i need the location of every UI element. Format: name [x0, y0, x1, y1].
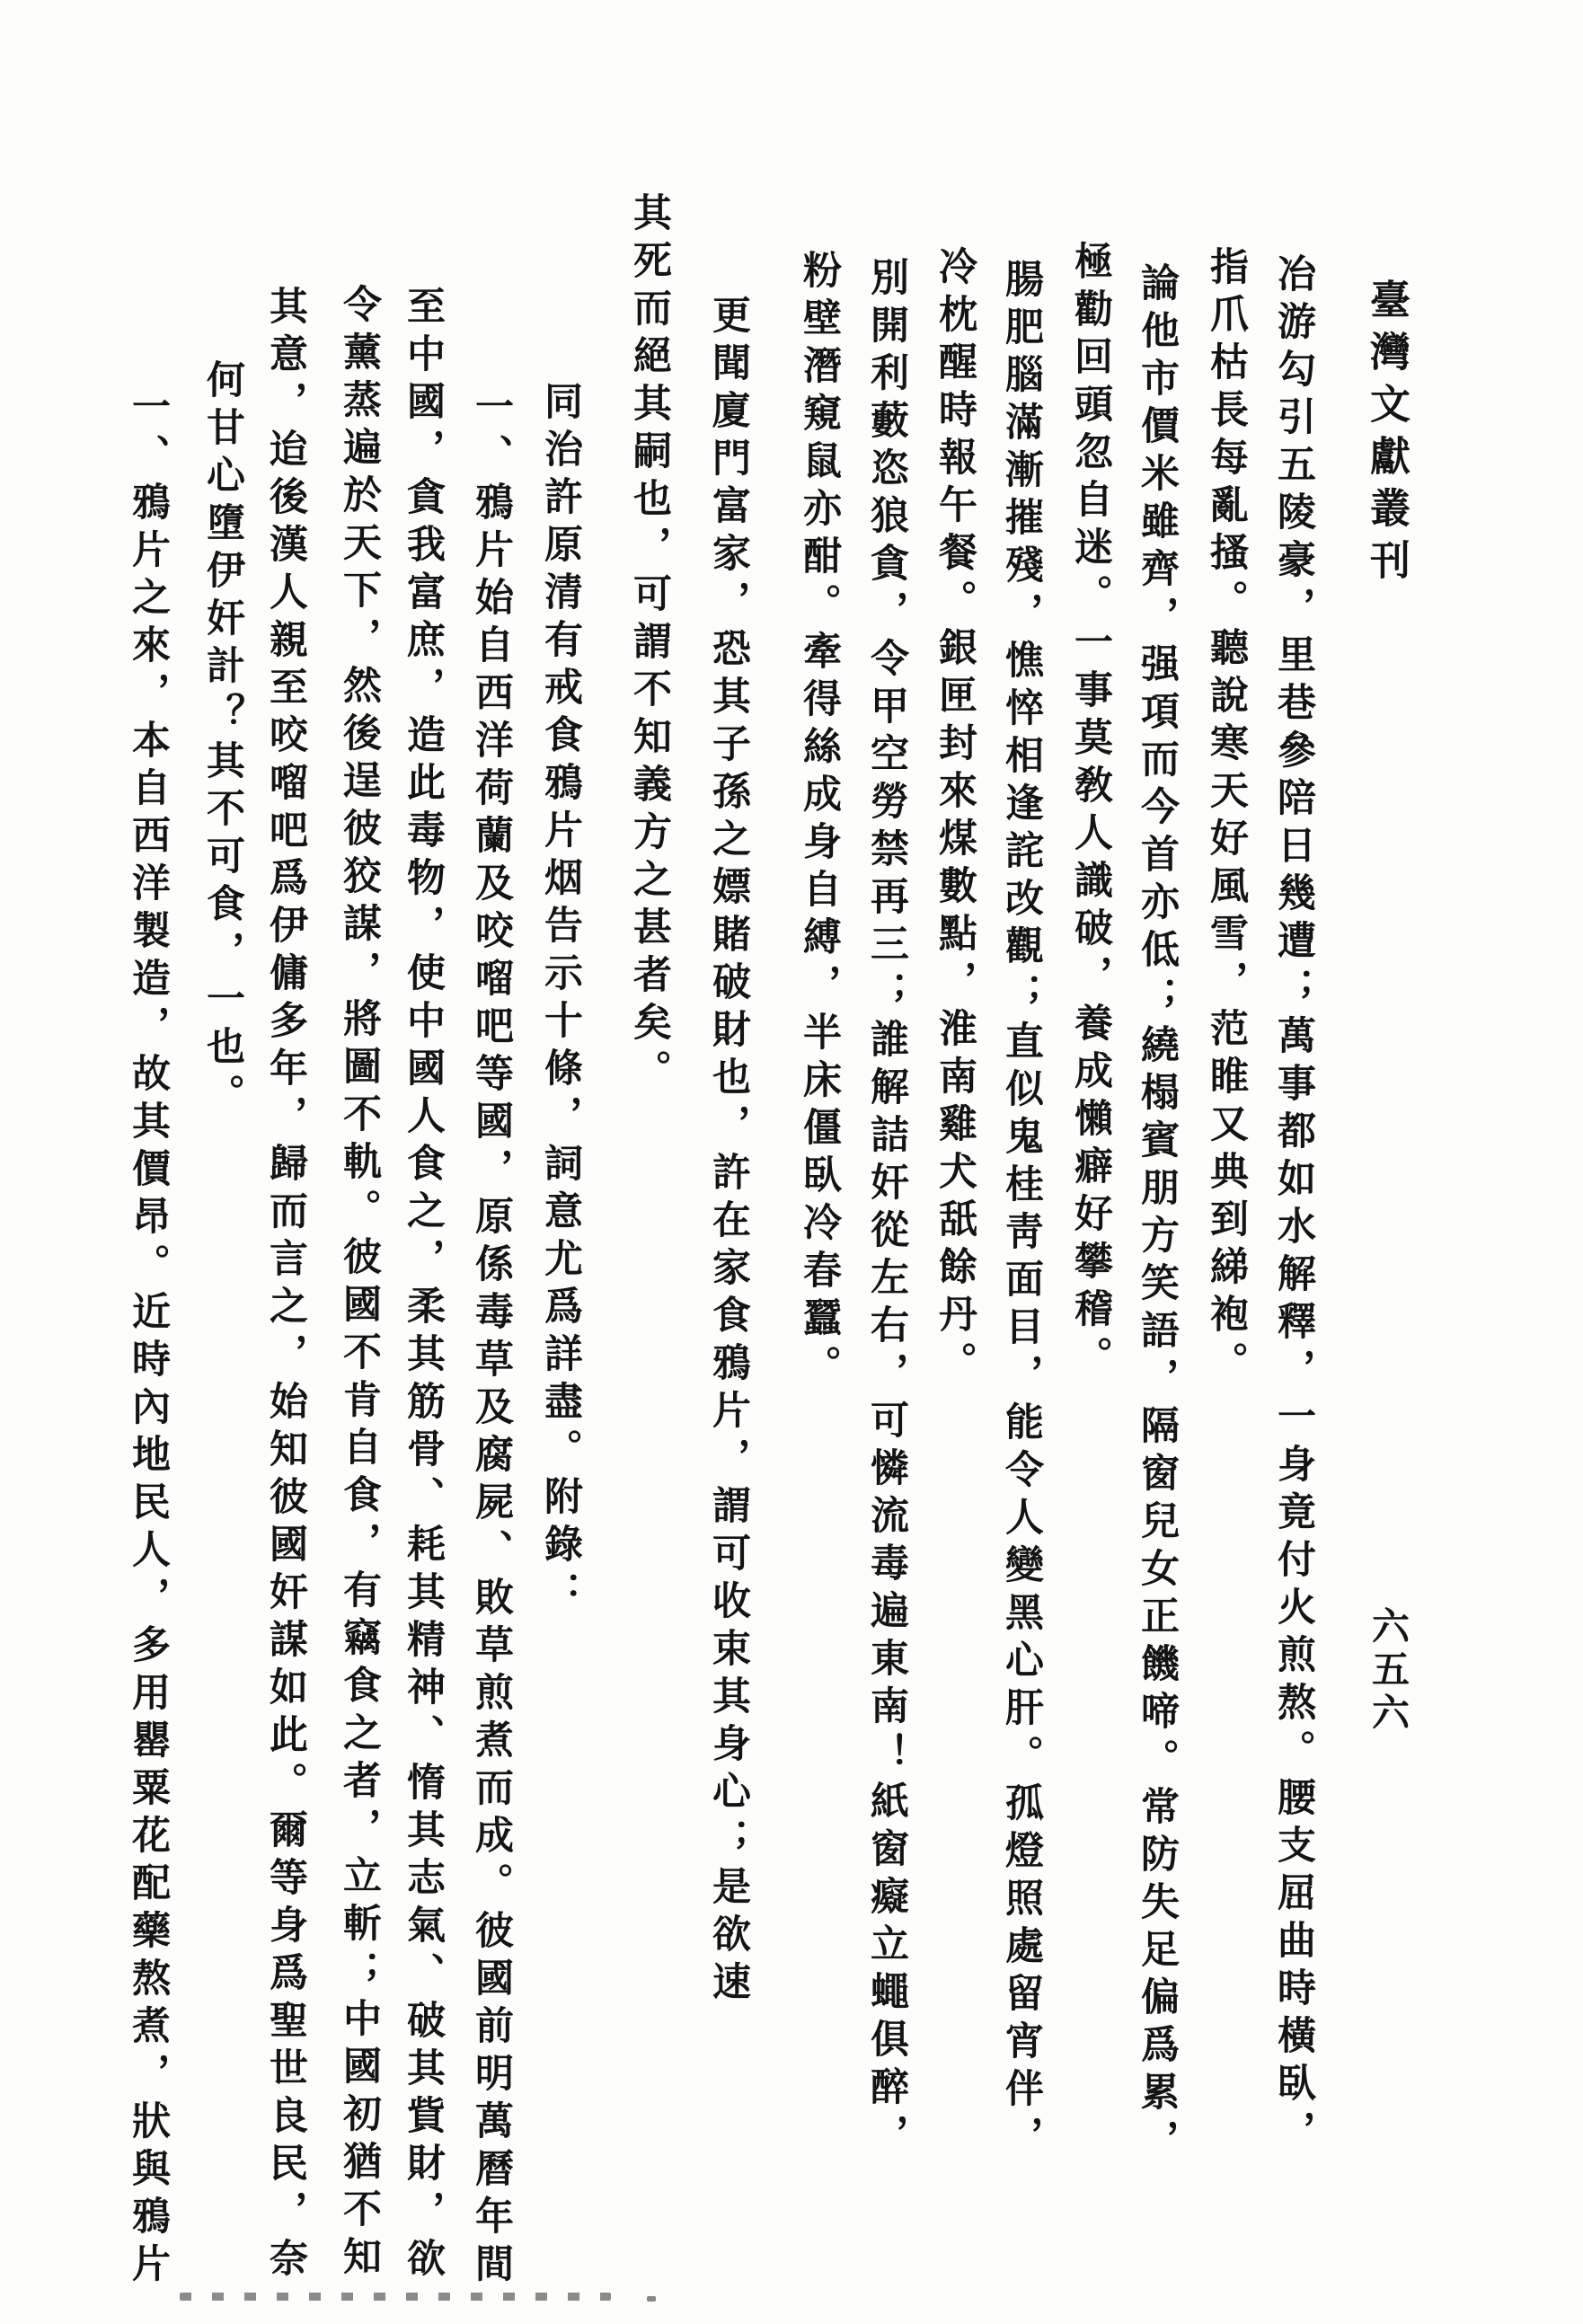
text-column: 冷枕醒時報午餐。銀匣封來煤數點，淮南雞犬舐餘丹。 [933, 246, 976, 1389]
text-column: 令薰蒸遍於天下，然後逞彼狡謀，將圖不軌。彼國不肯自食，有竊食之者，立斬；中國初猶不知 [338, 284, 380, 2284]
text-column: 冶游勾引五陵豪，里巷參陪日幾遭；萬事都如水解釋，一身竟付火煎熬。腰支屈曲時橫臥， [1272, 253, 1314, 2158]
scan-artifact-dot [647, 2296, 656, 2302]
text-column: 同治許原清有戒食鴉片烟告示十條，詞意尤爲詳盡。附錄： [539, 381, 581, 1619]
text-column: 一、鴉片之來，本自西洋製造，故其價昂。近時內地民人，多用罌粟花配藥熬煮，狀與鴉片 [127, 386, 169, 2291]
scan-artifacts [180, 2293, 611, 2301]
page-number: 六五六 [1366, 1606, 1408, 1736]
text-column: 其死而絕其嗣也，可謂不知義方之甚者矣。 [628, 192, 670, 1097]
text-column: 論他市價米雖齊，强項而今首亦低；繞榻賓朋方笑語，隔窗兒女正饑啼。常防失足偏爲累， [1136, 262, 1178, 2167]
text-column: 其意，迨後漢人親至咬𠺕吧爲伊傭多年，歸而言之，始知彼國奸謀如此。爾等身爲聖世良民，奈 [264, 286, 306, 2285]
text-column: 腸肥腦滿漸摧殘，憔悴相逢詫改觀；直似鬼桂靑面目，能令人變黑心肝。孤燈照處留宵伴， [1000, 259, 1042, 2163]
text-column: 何甘心墮伊奸計？其不可食，一也。 [201, 359, 243, 1121]
text-column: 指爪枯長每亂搔。聽說寒天好風雪，范睢又典到綈袍。 [1205, 246, 1247, 1389]
text-column: 至中國，貪我富庶，造此毒物，使中國人食之，柔其筋骨、耗其精神、惰其志氣、破其貲財，欲 [402, 286, 444, 2285]
text-column: 粉壁潛窺鼠亦酣。牽得絲成身自縛，半床僵臥冷春蠶。 [798, 250, 840, 1392]
text-column: 一、鴉片始自西洋荷蘭及咬𠺕吧等國，原係毒草及腐屍、敗草煎煮而成。彼國前明萬曆年間 [470, 386, 512, 2291]
text-column: 別開利藪恣狼貪，令甲空勞禁再三；誰解詰奸從左右，可憐流毒遍東南！紙窗癡立蠅俱醉， [865, 257, 907, 2161]
text-column: 更聞廈門富家，恐其子孫之嫖賭破財也，許在家食鴉片，謂可收束其身心；是欲速 [707, 295, 749, 2009]
book-title: 臺灣文獻叢刊 [1364, 278, 1409, 591]
text-column: 極勸回頭忽自迷。一事莫敎人識破，養成懶癖好攀稽。 [1069, 241, 1111, 1383]
